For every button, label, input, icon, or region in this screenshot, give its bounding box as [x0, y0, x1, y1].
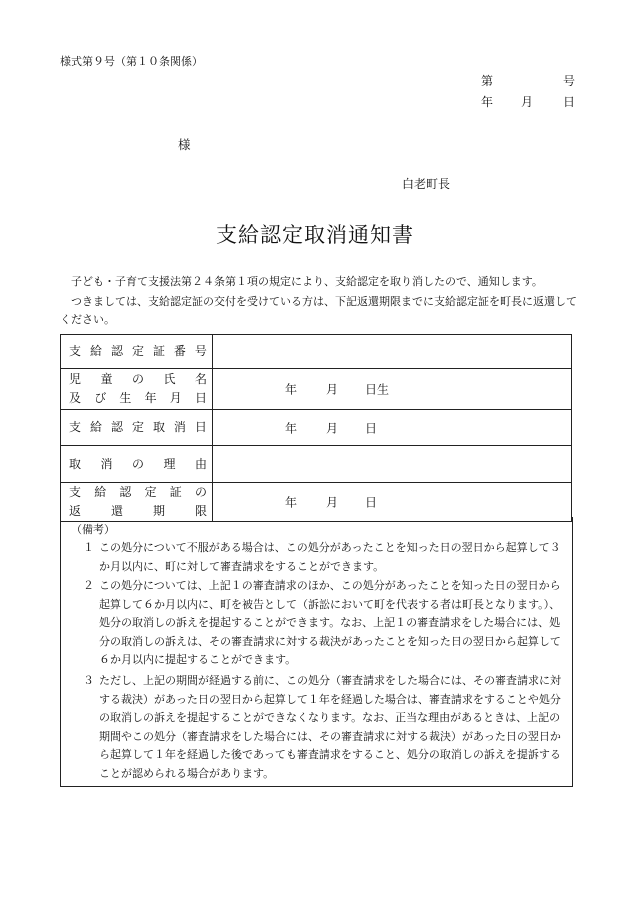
issue-date-day-label: 日 — [563, 95, 576, 109]
table-row — [61, 410, 572, 446]
label-char: 童 — [100, 372, 113, 386]
child-name-birthdate-value — [213, 369, 572, 410]
row-label-line — [69, 483, 207, 502]
row-label-revocation-date — [61, 410, 213, 446]
label-char: の — [194, 485, 207, 499]
remark-text: ただし、上記の期間が経過する前に、この処分（審査請求をした場合には、その審査請求に対する裁決）があった日の翌日から起算して１年を経過した場合は、審査請求をすることや処分の取消しの訴えを提起することができなくなります。なお、正当な理由があるときは、上記の期間やこの処分（審査請求をした場合には、その審査請求に対する裁決）があった日の翌日から起算して１年を経過した後であっても審査請求をすること、処分の取消しの訴えを提訴することが認められる場合があります。 — [99, 674, 561, 780]
deadline-year-label: 年 — [285, 495, 298, 510]
label-char: 限 — [194, 504, 207, 518]
certificate-number-value — [213, 335, 572, 369]
revocation-month-label: 月 — [326, 421, 339, 435]
revocation-day-label: 日 — [365, 421, 378, 435]
remark-number: ３ — [83, 674, 94, 687]
deadline-day-label: 日 — [365, 495, 378, 510]
label-char: 給 — [89, 344, 102, 358]
birth-month-label: 月 — [326, 382, 339, 397]
row-label-line — [69, 418, 207, 437]
birth-day-label: 日生 — [365, 382, 390, 397]
label-char: 支 — [69, 485, 82, 499]
revocation-date-value — [213, 410, 572, 446]
row-label-line — [69, 342, 207, 361]
label-char: 定 — [131, 344, 144, 358]
remarks-section — [60, 517, 573, 787]
table-row — [61, 369, 572, 410]
label-char: 生 — [119, 391, 132, 405]
label-char: び — [94, 391, 107, 405]
label-char: 氏 — [163, 372, 176, 386]
return-deadline-value — [213, 483, 572, 522]
issue-date-month-label: 月 — [521, 95, 534, 109]
label-char: 日 — [194, 391, 207, 405]
label-char: 還 — [110, 504, 123, 518]
form-number-label: 様式第９号（第１０条関係） — [60, 55, 203, 68]
row-label-certificate-number — [61, 335, 213, 369]
deadline-month-label: 月 — [326, 495, 339, 510]
intro-paragraph-1: 子ども・子育て支援法第２４条第１項の規定により、支給認定を取り消したので、通知します。 — [71, 275, 543, 288]
label-char: 年 — [144, 391, 157, 405]
remark-text: この処分について不服がある場合は、この処分があったことを知った日の翌日から起算して３か月以内に、町に対して審査請求をすることができます。 — [99, 541, 561, 573]
certification-info-table — [60, 334, 572, 522]
label-char: 日 — [194, 420, 207, 434]
label-char: 支 — [69, 344, 82, 358]
label-char: 返 — [69, 504, 82, 518]
label-char: 理 — [163, 456, 176, 471]
remark-item-3 — [75, 672, 565, 783]
label-char: 支 — [69, 420, 82, 434]
document-title: 支給認定取消通知書 — [216, 223, 414, 247]
document-number-prefix: 第 — [481, 74, 494, 88]
label-char: 号 — [194, 344, 207, 358]
remark-item-1 — [75, 539, 565, 576]
label-char: 証 — [169, 485, 182, 499]
remark-text: この処分については、上記１の審査請求のほか、この処分があったことを知った日の翌日から起算して６か月以内に、町を被告として（訴訟において町を代表する者は町長となります。）、処分の取消しの訴えを提起することができます。なお、上記１の審査請求をした場合には、処分の取消しの訴えは、その審査請求に対する裁決があったことを知った日の翌日から起算して６か月以内に提起することができます。 — [99, 579, 561, 666]
remark-number: １ — [83, 541, 94, 554]
label-char: 期 — [152, 504, 165, 518]
remark-item-2 — [75, 577, 565, 670]
document-number-suffix: 号 — [563, 74, 576, 88]
issue-date-year-label: 年 — [481, 95, 494, 109]
table-row — [61, 483, 572, 522]
label-char: 名 — [194, 372, 207, 386]
label-char: 消 — [173, 420, 186, 434]
remarks-heading: （備考） — [71, 523, 115, 536]
row-label-revocation-reason — [61, 446, 213, 483]
label-char: 取 — [152, 420, 165, 434]
label-char: 給 — [89, 420, 102, 434]
label-char: 認 — [110, 344, 123, 358]
table-row — [61, 446, 572, 483]
label-char: 由 — [194, 456, 207, 471]
recipient-honorific: 様 — [178, 137, 191, 152]
revocation-year-label: 年 — [285, 421, 298, 435]
row-label-child-name-birthdate — [61, 369, 213, 410]
birth-year-label: 年 — [285, 382, 298, 397]
revocation-reason-value — [213, 446, 572, 483]
label-char: 認 — [110, 420, 123, 434]
row-label-line — [69, 370, 207, 389]
label-char: 認 — [119, 485, 132, 499]
label-char: の — [131, 372, 144, 386]
label-char: 定 — [131, 420, 144, 434]
label-char: 定 — [144, 485, 157, 499]
row-label-line — [69, 455, 207, 474]
table-row — [61, 335, 572, 369]
label-char: 児 — [69, 372, 82, 386]
row-label-line — [69, 389, 207, 408]
label-char: 取 — [69, 456, 82, 471]
label-char: 番 — [173, 344, 186, 358]
issuer-name: 白老町長 — [402, 177, 451, 191]
label-char: 月 — [169, 391, 182, 405]
label-char: 給 — [94, 485, 107, 499]
row-label-return-deadline — [61, 483, 213, 522]
label-char: 証 — [152, 344, 165, 358]
label-char: 消 — [100, 456, 113, 471]
label-char: 及 — [69, 391, 82, 405]
remark-number: ２ — [83, 579, 94, 592]
label-char: の — [131, 456, 144, 471]
intro-paragraph-2: つきましては、支給認定証の交付を受けている方は、下記返還期限までに支給認定証を町長に返還してください。 — [60, 295, 577, 326]
